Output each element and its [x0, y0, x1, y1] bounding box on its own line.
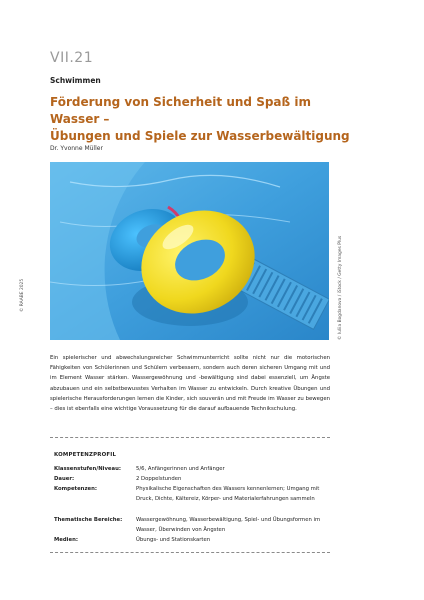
author: Dr. Yvonne Müller [50, 145, 103, 152]
pool-photo [50, 162, 329, 340]
title-line-2: Übungen und Spiele zur Wasserbewältigung [50, 129, 350, 143]
profile-value: Übungs- und Stationskarten [136, 537, 211, 543]
page-title [50, 94, 350, 145]
photo-credit: © Iuliia Bogdanova / iStock / Getty Images Plus [338, 235, 343, 340]
copyright-notice: © RAABE 2025 [20, 278, 25, 312]
subject-label: Schwimmen [50, 76, 101, 85]
profile-value: Wassergewöhnung, Wasserbewältigung, Spiel- und Übungsformen im Wasser, Überwinden von Ängsten [136, 517, 321, 533]
profile-label: Thematische Bereiche: [54, 517, 123, 523]
profile-value: Physikalische Eigenschaften des Wassers kennenlernen; Umgang mit Druck, Dichte, Kältereiz, Körper- und Materialerfahrungen sammeln [136, 486, 320, 502]
profile-label: Klassenstufen/Niveau: [54, 466, 121, 472]
profile-value: 5/6, Anfängerinnen und Anfänger [136, 466, 225, 472]
profile-value: 2 Doppelstunden [136, 476, 182, 482]
competence-profile [50, 437, 330, 553]
profile-heading: KOMPETENZPROFIL [54, 452, 117, 458]
title-line-1: Förderung von Sicherheit und Spaß im Wasser – [50, 95, 311, 126]
chapter-number: VII.21 [50, 50, 94, 66]
profile-label: Dauer: [54, 476, 75, 482]
profile-label: Medien: [54, 537, 78, 543]
profile-label: Kompetenzen: [54, 486, 98, 492]
intro-paragraph: Ein spielerischer und abwechslungsreicher Schwimmunterricht sollte nicht nur die motorischen Fähigkeiten von Schülerinnen und Schülern verbessern, sondern auch deren sicheren Umgang mit und im Element Wasser stärken. Wassergewöhnung und -bewältigung sind dabei essenziell, um Ängste abzubauen und ein selbstbewusstes Verhalten im Wasser zu entwickeln. Durch kreative Übungen und spielerische Herausforderungen lernen die Kinder, sich souverän und mit Freude im Wasser zu bewegen – dies ist ebenfalls eine wichtige Voraussetzung für die darauf aufbauende Technikschulung. [50, 355, 330, 413]
